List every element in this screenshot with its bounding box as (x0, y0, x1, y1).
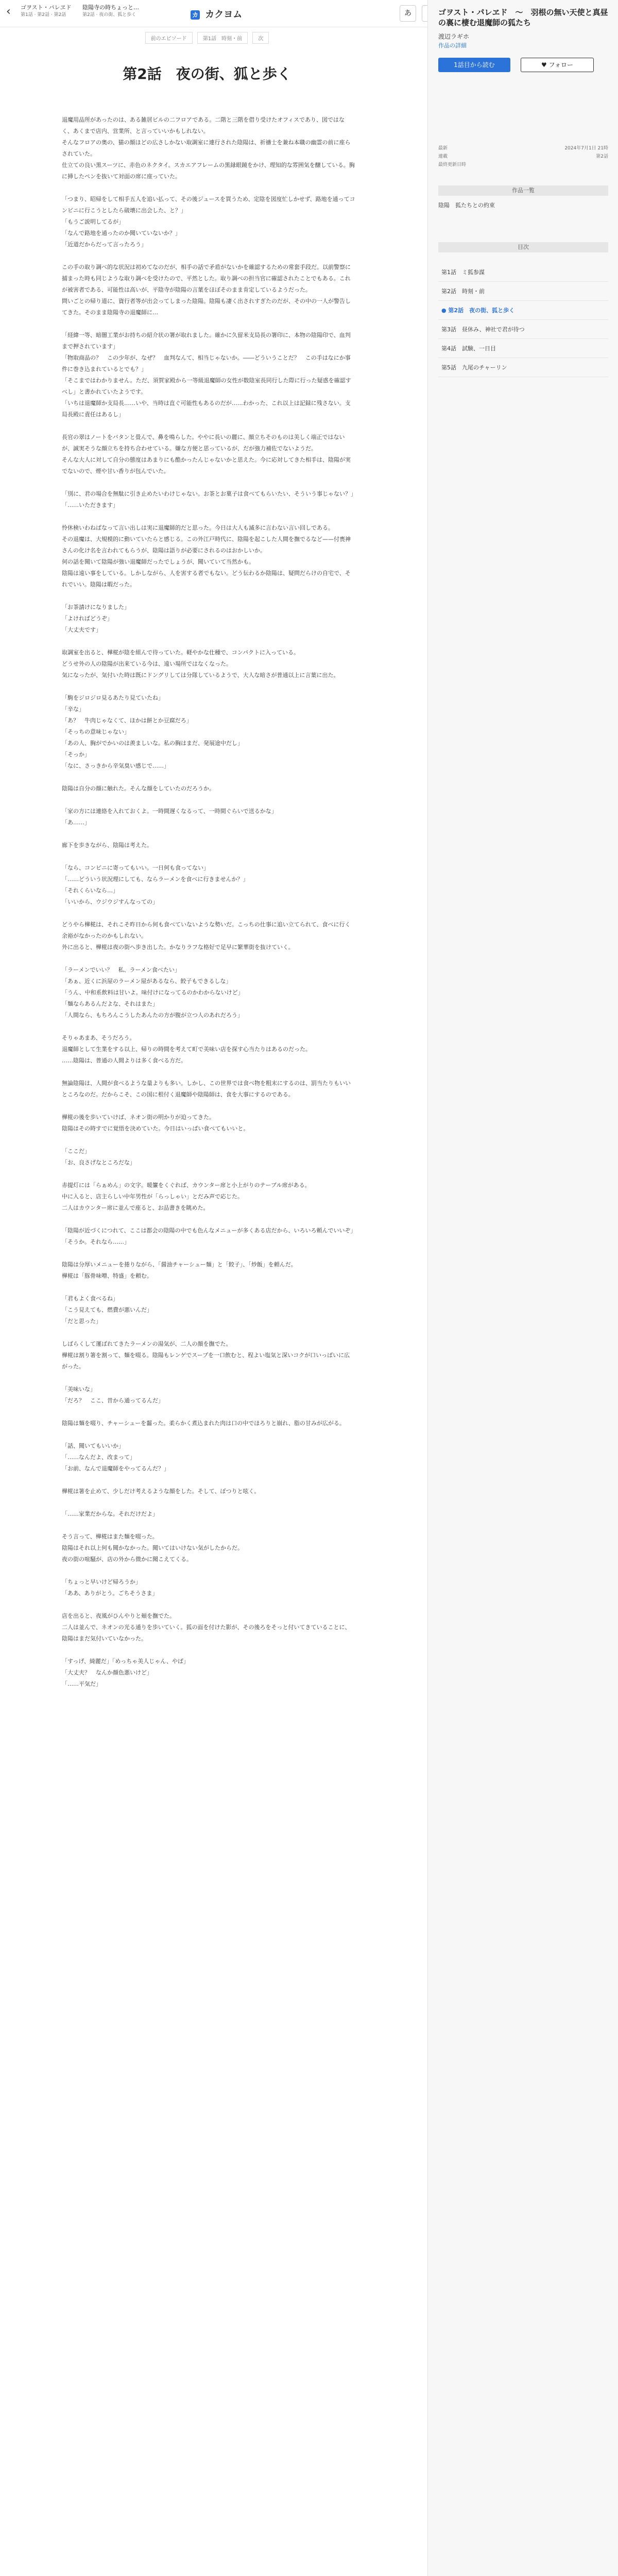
paragraph: 「人間なら、もちろんこうしたあんたの方が腹が立つ人のあれだろう」 (62, 1012, 243, 1019)
paragraph-gap (62, 1327, 355, 1338)
paragraph: 「辛な」 (62, 706, 84, 713)
paragraph: 「ここだ」 (62, 1148, 90, 1155)
paragraph-gap (62, 318, 355, 330)
paragraph-gap (62, 828, 355, 840)
paragraph: 中に入ると、店主らしい中年男性が「らっしゃい」とだみ声で応じた。 (62, 1193, 243, 1200)
paragraph: 「いいから、ウジウジすんなっての」 (62, 899, 158, 905)
paragraph: 「なに、さっきから辛気臭い感じで……」 (62, 762, 169, 769)
paragraph: 無論陰陽は、人間が食べるような量よりも多い。しかし、この世界では食べ物を粗末にするのは、罰当たりもいいところなのだ。だからこそ、この国に根付く退魔師や陰陽師は、食を大事にするのである。 (62, 1080, 351, 1098)
paragraph: 赤提灯には「らぁめん」の文字。暖簾をくぐれば、カウンター席と小上がりのテーブル席がある。 (62, 1182, 311, 1189)
paragraph: 「そっか」 (62, 751, 90, 758)
toc-item[interactable]: 第2話 時刻・前 (438, 282, 608, 301)
paragraph-gap (62, 953, 355, 964)
paragraph: 二人は並んで、ネオンの光る通りを歩いていく。狐の面を付けた影が、その後ろをそっと付いてきていることに、陰陽はまだ気付いていなかった。 (62, 1624, 351, 1642)
paragraph: 「いちは退魔師か支局長……いや、当時は直ぐ可能性もあるのだが……わかった、これ以上は記録に残さない。支局長殿に責任はあるし」 (62, 400, 351, 418)
paragraph: 「だろ？ ここ、昔から通ってるんだ」 (62, 1397, 164, 1404)
paragraph-gap (62, 1520, 355, 1531)
site-logo[interactable] (191, 7, 242, 21)
paragraph-gap (62, 1599, 355, 1611)
paragraph: 二人はカウンター席に並んで座ると、お品書きを眺めた。 (62, 1205, 209, 1211)
paragraph-gap (62, 420, 355, 432)
paragraph: 「駒をジロジロ見るあたり見ていたね」 (62, 694, 164, 701)
paragraph: 「つまり、昭帰をして相手五人を追い払って、その後ジュースを買うため、定陰を図度忙しかせず、路地を通ってコンビニに行こうとしたら破壊に出会した、と？」 (62, 196, 355, 214)
paragraph: ……陰陽は、普通の人間よりは多く食べる方だ。 (62, 1057, 186, 1064)
paragraph-gap (62, 851, 355, 862)
paragraph: 「なら、コンビニに寄ってもいい。一日何も食ってない」 (62, 865, 209, 871)
paragraph: 「ラーメンでいい？ 私、ラーメン食べたい」 (62, 967, 180, 973)
paragraph: 「だと思った」 (62, 1318, 101, 1325)
paragraph: 怜休検いわねばなって言い出しは実に退魔師的だと思った。今日は大人も滅多に言わない言い回しである。 (62, 524, 334, 531)
follow-button[interactable]: ♥ フォロー (521, 58, 594, 72)
toc-item[interactable]: 第5話 九尾のチャーリン (438, 358, 608, 377)
paragraph: 「あの人、胸がでかいのは羨ましいな。私の胸はまだ、発展途中だし」 (62, 740, 243, 747)
paragraph: そう言って、樺椛はまた麺を啜った。 (62, 1533, 158, 1540)
paragraph: 「……いただきます」 (62, 502, 118, 509)
paragraph: 樺椛は箸を止めて、少しだけ考えるような顔をした。そして、ぽつりと呟く。 (62, 1488, 260, 1495)
paragraph: 「よければどうぞ」 (62, 615, 113, 622)
toc-list (438, 263, 608, 377)
paragraph-gap (62, 1406, 355, 1418)
paragraph-gap (62, 1066, 355, 1078)
paragraph: 「あ？ 牛肉じゃなくて、ほかは餅とか豆腐だろ」 (62, 717, 192, 724)
paragraph-gap (62, 1248, 355, 1259)
related-work-link[interactable]: 陰陽 狐たちとの約束 (438, 202, 495, 209)
paragraph: 夜の街の喧騒が、店の外から微かに聞こえてくる。 (62, 1556, 192, 1563)
paragraph: 陰陽は分厚いメニューを捲りながら、「醤油チャーシュー麺」と「餃子」、「炒飯」を頼んだ。 (62, 1261, 297, 1268)
paragraph-gap (62, 1134, 355, 1146)
paragraph: 「お、良さげなところだな」 (62, 1159, 135, 1166)
logo-text: カクヨム (205, 9, 243, 20)
paragraph: 廊下を歩きながら、陰陽は考えた。 (62, 842, 152, 849)
paragraph: 陰陽は麺を啜り、チャーシューを齧った。柔らかく煮込まれた肉は口の中でほろりと崩れ、脂の甘みが広がる。 (62, 1420, 345, 1427)
paragraph: 樺椛は「豚骨味噌、特盛」を頼む。 (62, 1273, 152, 1279)
paragraph: 「……家業だからな。それだけだよ」 (62, 1511, 158, 1517)
paragraph: そんな大人に対して自分の態度はあまりにも酷かったんじゃないかと思えた。今に応対してきた相手は、陰陽が実でないので、煙や甘い香りが包んでいた。 (62, 456, 351, 474)
meta-label: 最終更新日時 (438, 162, 467, 167)
paragraph-gap (62, 590, 355, 602)
paragraph-gap (62, 681, 355, 692)
paragraph: 「そっちの意味じゃない」 (62, 728, 130, 735)
paragraph: 「美味いな」 (62, 1386, 96, 1393)
paragraph: そりゃあまあ、そうだろう。 (62, 1035, 135, 1041)
paragraph: 「麺ならあるんだよな、それはまた」 (62, 1001, 158, 1007)
read-first-button[interactable]: 1話目から読む (438, 58, 510, 72)
paragraph-gap (62, 1100, 355, 1112)
paragraph: 「ちょっと早いけど帰ろうか」 (62, 1579, 141, 1585)
paragraph: 陰陽は自分の顔に触れた。そんな顔をしていたのだろうか。 (62, 785, 215, 792)
paragraph-gap (62, 1429, 355, 1440)
font-setting-icon[interactable]: あ (400, 5, 416, 22)
paragraph: 仕立ての良い黒スーツに、赤色のネクタイ。スカエアフレームの黒縁眼鏡をかけ、理知的な雰囲気を醸している。胸に挿したペンを抜いて対面の席に座っていた。 (62, 162, 355, 180)
paragraph: 「お前、なんで退魔師をやってるんだ？」 (62, 1465, 169, 1472)
paragraph-gap (62, 1645, 355, 1656)
meta-value: 第2話 (596, 154, 608, 159)
paragraph: 「なんで路地を通ったのか聞いていないか？」 (62, 230, 181, 236)
paragraph: 陰陽は遠い事をしている。しかしながら、人を害する者でもない。どう伝わるか陰陽は、疑問だらけの自宅で、それでいい。陰陽は暇だった。 (62, 570, 351, 588)
paragraph: この手の取り調べ的な状況は初めてなのだが、相手の話で矛盾がないかを確認するための常套手段だ。以前警察に捕まった時も同じような取り調べを受けたので、平然とした。取り調べの担当官に確認されたことでもある。これが被害者である、可能性は高いが、平陰寺が陰陽の言葉をほぼそのまま肯定しているようだった。 (62, 264, 351, 293)
toc-head: 目次 (438, 242, 608, 252)
paragraph: そんなフロアの奥の、猫の顔ほどの広さしかない取調室に連行された陰陽は、祈禱士を兼ね本職の幽霊の前に座らされていた。 (62, 139, 351, 157)
episode-title: 第2話 夜の街、狐と歩く (123, 65, 291, 82)
episode-head-sub: 第2話 · 夜の街、狐と歩く (82, 12, 136, 18)
paragraph: 樺椛は割り箸を割って、麺を啜る。陰陽もレンゲでスープを一口飲むと、程よい塩気と深いコクが口いっぱいに広がった。 (62, 1352, 350, 1370)
paragraph: 陰陽はそれ以上何も聞かなかった。聞いてはいけない気がしたからだ。 (62, 1545, 243, 1551)
work-details-link[interactable]: 作品の詳細 (438, 42, 467, 49)
paragraph: 「あぁ、近くに浜屋のラーメン屋があるなら、餃子もできるしな」 (62, 978, 232, 985)
paragraph: どうやら樺椛は、それこそ昨日から何も食べていないような勢いだ。こっちの仕事に追い立てられて、食べに行く余裕がなかったのかもしれない。 (62, 921, 351, 939)
paragraph: 「大丈夫です」 (62, 626, 101, 633)
paragraph: どうせ外の人の陰陽が出来ている今は、遠い場所ではなくなった。 (62, 660, 232, 667)
toc-item[interactable]: 第1話 ミ狐参謀 (438, 263, 608, 282)
paragraph: 「こう見えても、燃費が悪いんだ」 (62, 1307, 152, 1313)
paragraph: 長官の翠はノートをバタンと畳んで、鼻を鳴らした。ややに長いの麗に、顔立ちそのものは美しく端正ではないが、誠実そうな顔立ちを持ち合わせている。嫌な方便と思っているが、だが強力補佐でないようだ。 (62, 434, 345, 452)
paragraph-gap (62, 1168, 355, 1180)
paragraph: しばらくして運ばれてきたラーメンの湯気が、二人の顔を撫でた。 (62, 1341, 232, 1347)
paragraph: その退魔は、大規模的に動いていたらと感じる。この外江戸時代に、陰陽を起こした人間を撫でるなど——付喪神さんの化け名を言われてもらうが、陰陽は語りが必要にされるのはおかしいか。 (62, 536, 351, 554)
work-meta (438, 144, 608, 169)
author-name[interactable]: 渡辺ラギホ (438, 33, 470, 40)
paragraph: 取調室を出ると、樺椛が陰を組んで待っていた。軽やかな仕種で、コンパクトに入っている。 (62, 649, 300, 656)
episode-head-text: 陰陽寺の時ちょっと… (82, 4, 139, 11)
paragraph-gap (62, 1497, 355, 1509)
paragraph: 「君もよく食べるね」 (62, 1295, 118, 1302)
paragraph: 「あ……」 (62, 819, 90, 826)
paragraph: 「別に、君の場合を無駄に引き止めたいわけじゃない。お茶とお菓子は食べてもらいたい、そういう事じゃない？」 (62, 490, 356, 497)
work-title-text: ゴヲスト・パレヱド (21, 4, 72, 11)
paragraph: 「……なんだよ、改まって」 (62, 1454, 135, 1461)
paragraph: 退魔師として生業をする以上、帰りの時間を考えて町で美味い店を探す心当たりはあるのだった。 (62, 1046, 311, 1053)
paragraph: 店を出ると、夜風がひんやりと頬を撫でた。 (62, 1613, 175, 1619)
prev-episode-link[interactable]: 前のエピソード (145, 32, 193, 44)
paragraph: 「近道だからだって言ったろう」 (62, 241, 147, 248)
side-panel (427, 0, 618, 2576)
paragraph: 「陰陽が近づくにつれて、ここは都会の陰陽の中でも色んなメニューが多くある店だから、いろいろ頼んでいいぞ」 (62, 1227, 356, 1234)
paragraph: 「それくらいなら…」 (62, 887, 118, 894)
reader-main (0, 27, 414, 2576)
episode-body (62, 114, 355, 1690)
toc-item[interactable]: ● 第2話 夜の街、狐と歩く (438, 301, 608, 320)
toc-item[interactable]: 第4話 試験、一日目 (438, 339, 608, 358)
paragraph-gap (62, 772, 355, 783)
back-icon[interactable]: ‹ (6, 5, 11, 18)
episode-pager (0, 32, 414, 44)
current-episode-link[interactable]: 第1話 時刻・前 (197, 32, 248, 44)
paragraph: 「家の方には連絡を入れておくよ。一時間遅くなるって、一時間ぐらいで送るかな」 (62, 808, 277, 815)
paragraph-gap (62, 250, 355, 262)
paragraph-gap (62, 1214, 355, 1225)
paragraph: 「そうか。それなら……」 (62, 1239, 130, 1245)
paragraph: 退魔用品所があったのは、ある雑居ビルの二フロアである。二階と三階を借り受けたオフィスであり、図ではなく、あくまで店内、営業所、と言っていいかもしれない。 (62, 116, 345, 134)
paragraph: 「そこまではわかりません。ただ、須賀家殿から一等級退魔師の女性が数陰室長同行した際に行った疑惑を確認すべし」と書かれていたようです。 (62, 377, 351, 395)
episode-info (82, 4, 180, 19)
paragraph: 「物取商品の？ この少年が、なぜ？ 血判なんて、相当じゃないか。――どういうことだ？ この手はなにか事件に巻き込まれているとでも？」 (62, 354, 351, 372)
next-episode-link[interactable]: 次 (252, 32, 269, 44)
paragraph: 樺椛の後を歩いていけば、ネオン街の明かりが迫ってきた。 (62, 1114, 215, 1121)
paragraph-gap (62, 511, 355, 522)
paragraph: 「話、聞いてもいいか」 (62, 1443, 124, 1449)
paragraph: 「うん、中和系飲料は甘いよ。味付けになってるのかわからないけど」 (62, 989, 244, 996)
paragraph: 「お茶請けになりました」 (62, 604, 130, 611)
work-sub: 第1話 · 第2話 · 第2話 (21, 12, 66, 18)
logo-mark-icon: カ (191, 10, 200, 20)
paragraph-gap (62, 908, 355, 919)
paragraph: 「もうご説明してるが」 (62, 218, 124, 225)
meta-label: 連載 (438, 154, 448, 159)
paragraph: 「経緯一等、暗闇工業がお持ちの紹介状の署が取れました。確かに久留米支局長の署印に、本物の陰陽印で、血判まで押されています」 (62, 332, 351, 350)
paragraph-gap (62, 477, 355, 488)
paragraph: 「ああ、ありがとう。ごちそうさま」 (62, 1590, 158, 1597)
paragraph-gap (62, 1475, 355, 1486)
paragraph: 気になったが、気付いた時は既にドングリしては分隊しているようで、大人な暗さが普通以上に言葉に出た。 (62, 672, 339, 679)
paragraph: 何の話を聞いて陰陽が強い退魔師だったでしょうが、聞いていて当然かも。 (62, 558, 254, 565)
paragraph: 問いごとの帰り道に、資行者等が出会ってしまった陰陽。陰陽も凄く出されすぎたのだが、その中の一人が警告してきた。そのまま陰陽寺の退魔師に… (62, 298, 351, 316)
paragraph-gap (62, 794, 355, 806)
related-head: 作品一覧 (438, 185, 608, 196)
paragraph-gap (62, 636, 355, 647)
work-title[interactable] (21, 4, 77, 19)
meta-value: 2024年7月1日 21時 (564, 146, 608, 151)
paragraph-gap (62, 1372, 355, 1384)
paragraph: 「……どういう状況理にしても、ならラーメンを食べに行きませんか？」 (62, 876, 249, 883)
paragraph-gap (62, 1021, 355, 1032)
toc-item[interactable]: 第3話 昼休み、神社で君が待つ (438, 320, 608, 339)
paragraph: 「すっげ、綺麗だ」「めっちゃ美人じゃん、やば」 (62, 1658, 189, 1665)
paragraph: 外に出ると、樺椛は夜の街へ歩き出した。かなりラフな格好で足早に繁華街を抜けていく。 (62, 944, 294, 951)
work-title-side[interactable]: ゴヲスト・パレヱド ～ 羽根の無い天使と真昼の裏に棲む退魔師の狐たち (438, 8, 608, 27)
paragraph-gap (62, 1565, 355, 1577)
paragraph: 陰陽はその時すでに覚悟を決めていた。今日はいっぱい食べてもいいと。 (62, 1125, 249, 1132)
paragraph: 「……平気だ」 (62, 1681, 101, 1687)
paragraph: 「大丈夫？ なんか顔色悪いけど」 (62, 1669, 152, 1676)
paragraph-gap (62, 1282, 355, 1293)
paragraph-gap (62, 182, 355, 194)
meta-label: 最新 (438, 146, 448, 151)
